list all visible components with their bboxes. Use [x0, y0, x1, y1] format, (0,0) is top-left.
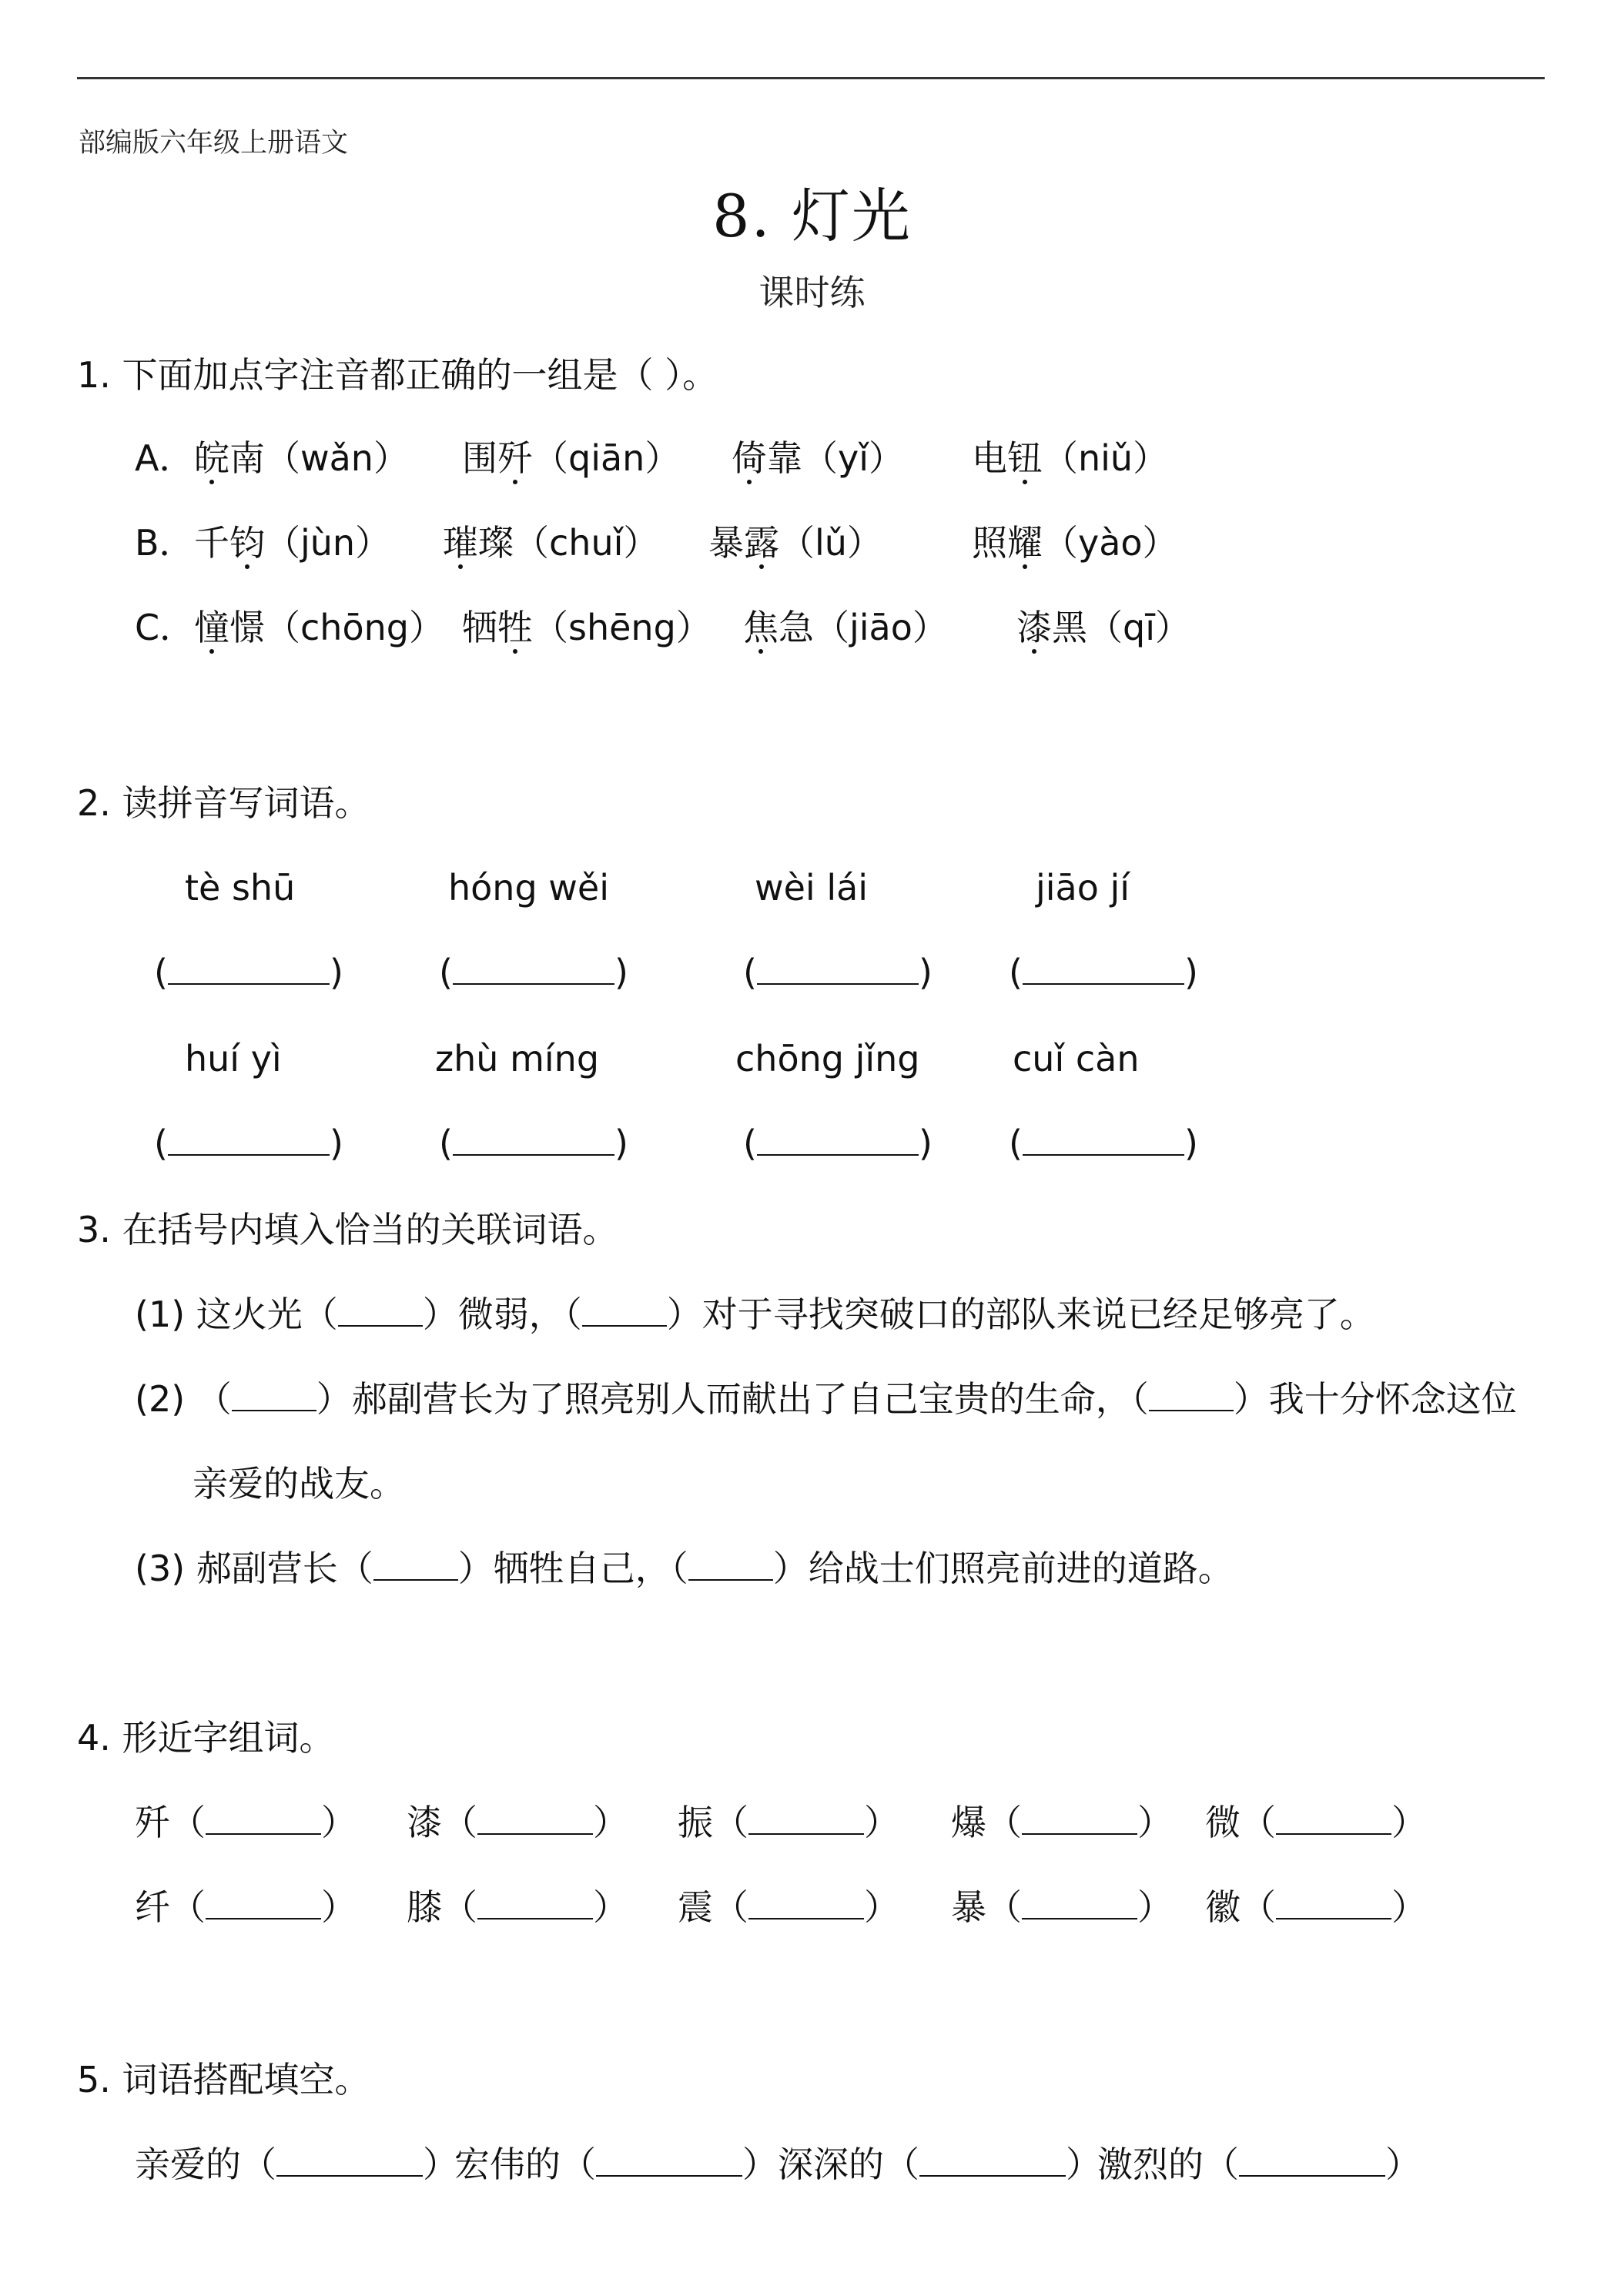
q1-option-b-item: 璀璨（chuǐ）: [443, 522, 659, 564]
q1-option-c-label: C．: [135, 607, 196, 648]
answer-blank[interactable]: [1022, 1892, 1137, 1919]
answer-blank[interactable]: [688, 1553, 773, 1581]
answer-blank[interactable]: [477, 1892, 593, 1919]
answer-blank[interactable]: [373, 1553, 458, 1581]
q1-option-b-item: 暴露（lǔ）: [708, 522, 882, 564]
q1-option-b-label: B．: [135, 522, 195, 564]
answer-blank[interactable]: [596, 2149, 742, 2177]
q1-option-a-item: 电钮（niǔ）: [972, 437, 1169, 479]
answer-blank[interactable]: [1239, 2149, 1385, 2177]
similar-char-item: 暴（ ）: [951, 1886, 1173, 1928]
collocation-item: 激烈的（ ）: [1097, 2144, 1421, 2185]
answer-blank[interactable]: [232, 1384, 316, 1411]
answer-blank[interactable]: ( ): [154, 1123, 343, 1164]
pinyin-prompt: hóng wěi: [448, 867, 609, 909]
q2-stem: 2. 读拼音写词语。: [77, 782, 370, 824]
q1-option-b-item: 照耀（yào）: [972, 522, 1178, 564]
answer-blank[interactable]: [1149, 1384, 1234, 1411]
answer-blank[interactable]: [276, 2149, 423, 2177]
answer-blank[interactable]: ( ): [1009, 1123, 1198, 1164]
pinyin-prompt: tè shū: [185, 867, 296, 909]
q1-option-a-item: 皖南（wǎn）: [194, 437, 409, 479]
collocation-item: 宏伟的（ ）: [454, 2144, 778, 2185]
similar-char-item: 爆（ ）: [951, 1802, 1173, 1843]
q1-option-c-item: 漆黑（qī）: [1016, 607, 1190, 648]
q1-option-b-item: 千钧（jùn）: [194, 522, 391, 564]
answer-blank[interactable]: [338, 1299, 423, 1327]
answer-blank[interactable]: ( ): [439, 1123, 628, 1164]
similar-char-item: 纤（ ）: [135, 1886, 357, 1928]
q3-stem: 3. 在括号内填入恰当的关联词语。: [77, 1209, 618, 1250]
similar-char-item: 微（ ）: [1205, 1802, 1427, 1843]
q1-option-c-item: 憧憬（chōng）: [194, 607, 444, 648]
similar-char-item: 歼（ ）: [135, 1802, 357, 1843]
q1-stem: 1. 下面加点字注音都正确的一组是（ ）。: [77, 354, 718, 396]
q3-sentence-3: (3) 郝副营长（ ）牺牲自己，（ ）给战士们照亮前进的道路。: [135, 1548, 1234, 1589]
answer-blank[interactable]: [1022, 1807, 1137, 1835]
q3-sentence-2: (2) （ ）郝副营长为了照亮别人而献出了自己宝贵的生命，（ ）我十分怀念这位: [135, 1378, 1517, 1420]
answer-blank[interactable]: [919, 2149, 1066, 2177]
pinyin-prompt: jiāo jí: [1036, 867, 1130, 909]
answer-blank[interactable]: [477, 1807, 593, 1835]
similar-char-item: 膝（ ）: [407, 1886, 628, 1928]
collocation-item: 深深的（ ）: [778, 2144, 1101, 2185]
q5-stem: 5. 词语搭配填空。: [77, 2059, 370, 2100]
q1-option-a-label: A．: [135, 437, 195, 479]
pinyin-prompt: huí yì: [185, 1038, 282, 1079]
collocation-item: 亲爱的（ ）: [135, 2144, 458, 2185]
top-rule: [77, 77, 1545, 79]
answer-blank[interactable]: [1276, 1807, 1391, 1835]
answer-blank[interactable]: [748, 1892, 864, 1919]
similar-char-item: 震（ ）: [678, 1886, 899, 1928]
q1-option-c-item: 焦急（jiāo）: [743, 607, 948, 648]
pinyin-prompt: cuǐ càn: [1013, 1038, 1140, 1079]
similar-char-item: 振（ ）: [678, 1802, 899, 1843]
answer-blank[interactable]: [748, 1807, 864, 1835]
answer-blank[interactable]: [582, 1299, 667, 1327]
pinyin-prompt: zhù míng: [435, 1038, 600, 1079]
answer-blank[interactable]: ( ): [743, 1123, 933, 1164]
answer-blank[interactable]: ( ): [743, 952, 933, 993]
answer-blank[interactable]: ( ): [439, 952, 628, 993]
answer-blank[interactable]: ( ): [154, 952, 343, 993]
pinyin-prompt: wèi lái: [755, 867, 869, 909]
lesson-subtitle: 课时练: [758, 272, 866, 313]
lesson-title: 8. 灯光: [712, 182, 912, 250]
q3-sentence-2-continued: 亲爱的战友。: [193, 1463, 405, 1504]
q1-option-c-item: 牺牲（shēng）: [462, 607, 712, 648]
similar-char-item: 漆（ ）: [407, 1802, 628, 1843]
pinyin-prompt: chōng jǐng: [735, 1038, 920, 1079]
q1-option-a-item: 倚靠（yǐ）: [732, 437, 905, 479]
answer-blank[interactable]: [206, 1807, 321, 1835]
similar-char-item: 徽（ ）: [1205, 1886, 1427, 1928]
q4-stem: 4. 形近字组词。: [77, 1717, 335, 1759]
answer-blank[interactable]: [206, 1892, 321, 1919]
book-header: 部编版六年级上册语文: [79, 128, 349, 159]
q1-option-a-item: 围歼（qiān）: [462, 437, 681, 479]
answer-blank[interactable]: ( ): [1009, 952, 1198, 993]
q3-sentence-1: (1) 这火光（ ）微弱，（ ）对于寻找突破口的部队来说已经足够亮了。: [135, 1294, 1375, 1335]
answer-blank[interactable]: [1276, 1892, 1391, 1919]
